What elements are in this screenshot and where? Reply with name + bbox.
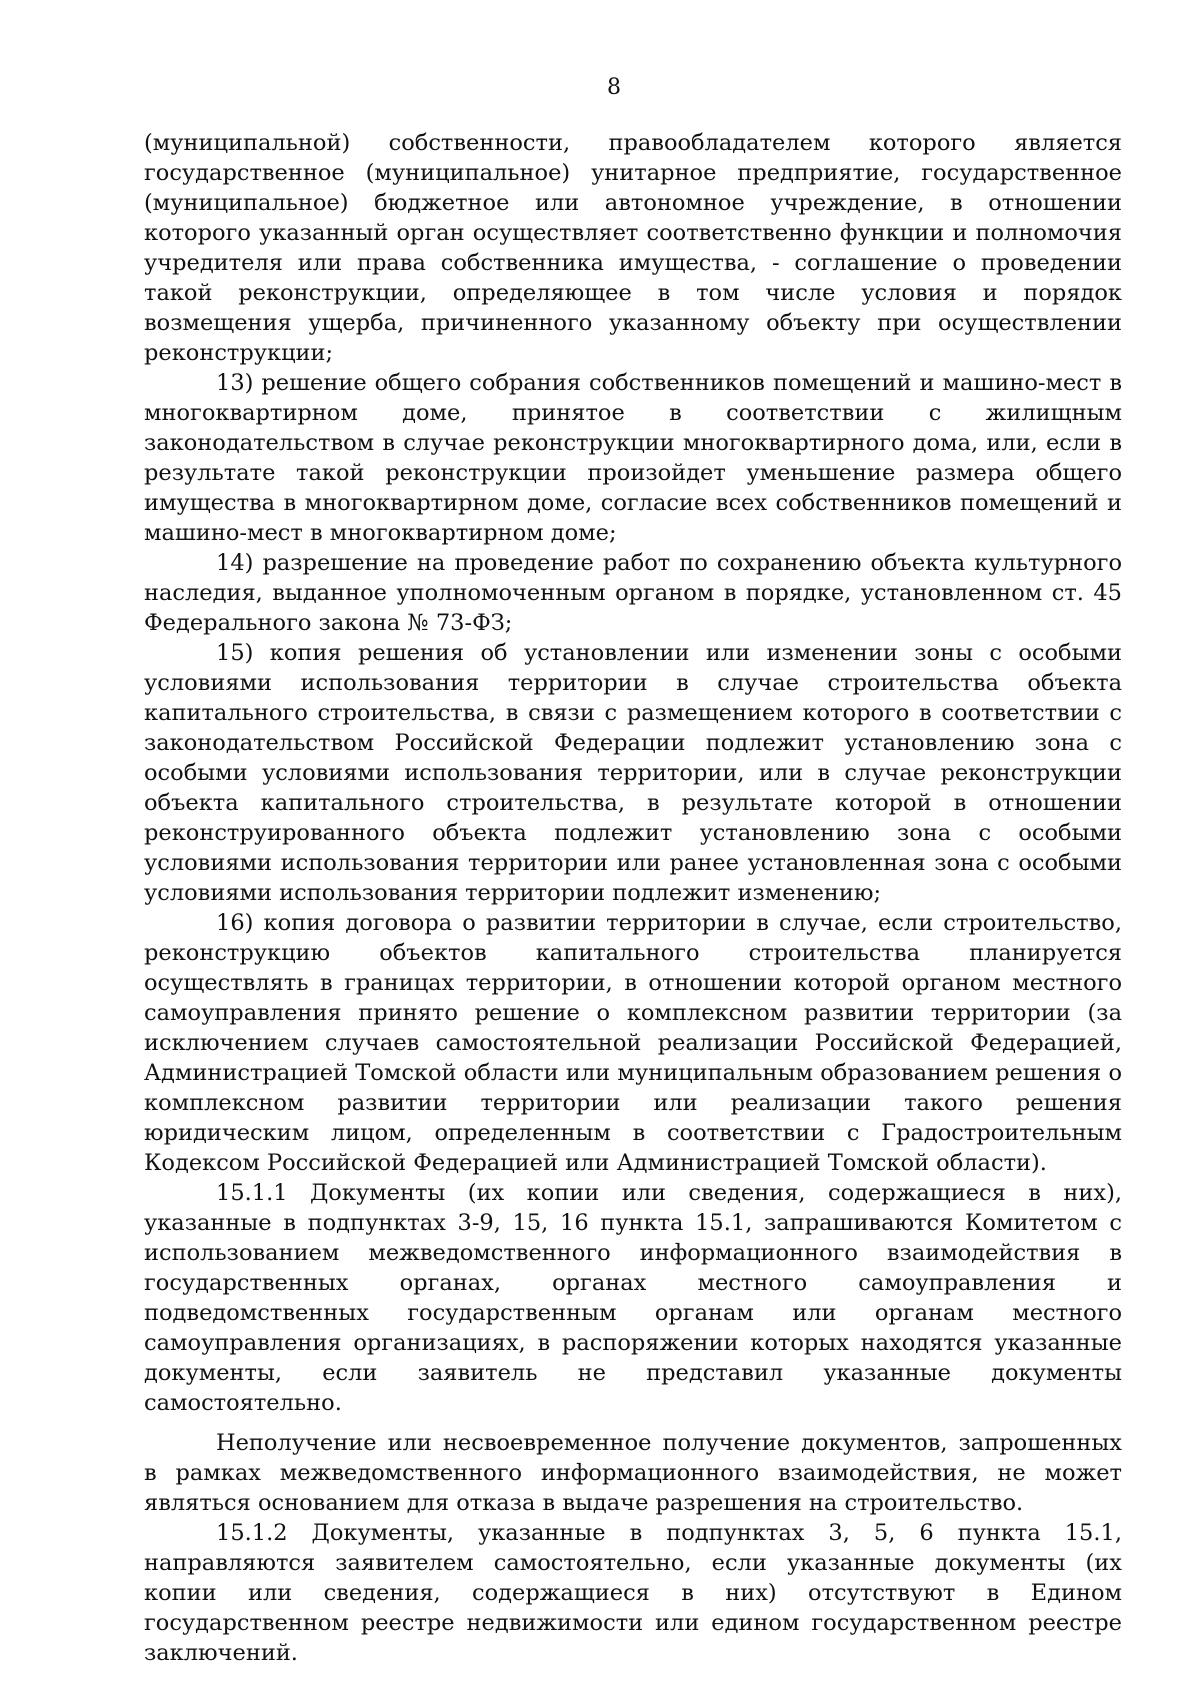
paragraph-item-14: 14) разрешение на проведение работ по сохранению объекта культурного наследия, выданное уполномоченным органом в порядке, установленном ст. 45 Федерального закона № 73-ФЗ; [144, 550, 1122, 636]
paragraph-item-13: 13) решение общего собрания собственников помещений и машино-мест в многоквартирном доме, принятое в соответствии с жилищным законодательством в случае реконструкции многоквартирного дома, или, если в результате такой реконструкции произойдет уменьшение размера общего имущества в многоквартирном доме, согласие всех собственников помещений и машино-мест в многоквартирном доме; [144, 370, 1122, 546]
document-body [144, 128, 1122, 1668]
paragraph-item-15: 15) копия решения об установлении или изменении зоны с особыми условиями использования территории в случае строительства объекта капитального строительства, в связи с размещением которого в соответствии с законодательством Российской Федерации подлежит установлению зона с особыми условиями использования территории, или в случае реконструкции объекта капитального строительства, в результате которой в отношении реконструированного объекта подлежит установлению зона с особыми условиями использования территории или ранее установленная зона с особыми условиями использования территории подлежит изменению; [144, 640, 1122, 906]
paragraph-non-receipt: Неполучение или несвоевременное получение документов, запрошенных в рамках межведомственного информационного взаимодействия, не может являться основанием для отказа в выдаче разрешения на строительство. [144, 1430, 1122, 1516]
paragraph-item-16: 16) копия договора о развитии территории в случае, если строительство, реконструкцию объектов капитального строительства планируется осуществлять в границах территории, в отношении которой органом местного самоуправления принято решение о комплексном развитии территории (за исключением случаев самостоятельной реализации Российской Федерацией, Администрацией Томской области или муниципальным образованием решения о комплексном развитии территории или реализации такого решения юридическим лицом, определенным в соответствии с Градостроительным Кодексом Российской Федерацией или Администрацией Томской области). [144, 910, 1122, 1176]
page-number: 8 [607, 75, 621, 100]
paragraph-15-1-2: 15.1.2 Документы, указанные в подпунктах 3, 5, 6 пункта 15.1, направляются заявителем самостоятельно, если указанные документы (их копии или сведения, содержащиеся в них) отсутствуют в Едином государственном реестре недвижимости или едином государственном реестре заключений. [144, 1520, 1122, 1666]
paragraph-continuation: (муниципальной) собственности, правообладателем которого является государственное (муниципальное) унитарное предприятие, государственное (муниципальное) бюджетное или автономное учреждение, в отношении которого указанный орган осуществляет соответственно функции и полномочия учредителя или права собственника имущества, - соглашение о проведении такой реконструкции, определяющее в том числе условия и порядок возмещения ущерба, причиненного указанному объекту при осуществлении реконструкции; [144, 130, 1122, 366]
paragraph-15-1-1: 15.1.1 Документы (их копии или сведения, содержащиеся в них), указанные в подпунктах 3-9, 15, 16 пункта 15.1, запрашиваются Комитетом с использованием межведомственного информационного взаимодействия в государственных органах, органах местного самоуправления и подведомственных государственным органам или органам местного самоуправления организациях, в распоряжении которых находятся указанные документы, если заявитель не представил указанные документы самостоятельно. [144, 1180, 1122, 1416]
